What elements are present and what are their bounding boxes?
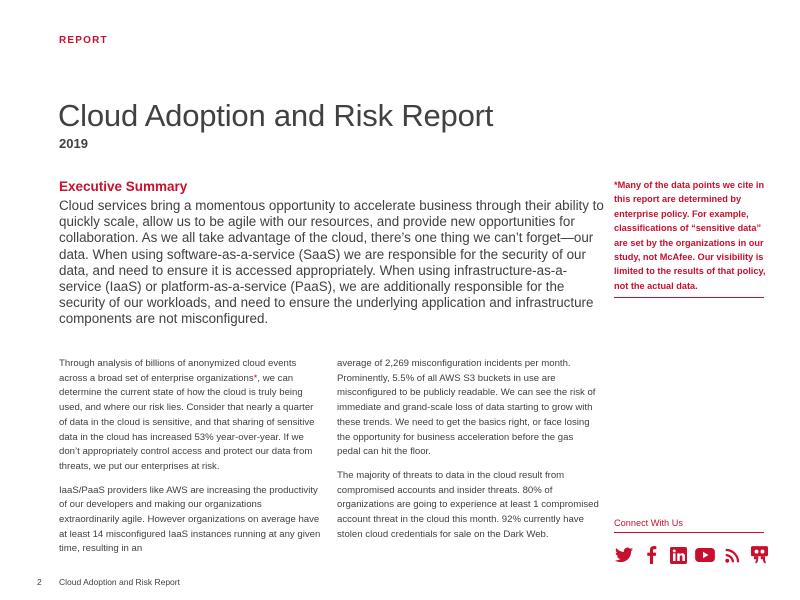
facebook-icon[interactable] — [641, 545, 661, 565]
rss-icon[interactable] — [722, 545, 742, 565]
body-column-2 — [337, 357, 599, 551]
lead-paragraph: Cloud services bring a momentous opportunity to accelerate business through their ability to quickly scale, allow us to be agile with our resources, and provide new opportunities for collaboration. As we all take advantage of the cloud, there’s one thing we can’t forget—our data. When using software-as-a-service (SaaS) we are responsible for the security of our data, and need to ensure it is accessed appropriately. When using infrastructure-as-a-service (IaaS) or platform-as-a-service (PaaS), we are additionally responsible for the security of our workloads, and need to ensure the underlying application and infrastructure components are not misconfigured. — [59, 198, 604, 327]
connect-label: Connect With Us — [614, 518, 683, 528]
body-paragraph — [59, 357, 321, 475]
report-tag: REPORT — [59, 35, 108, 46]
page-title: Cloud Adoption and Risk Report — [58, 98, 494, 133]
sidebar-note: *Many of the data points we cite in this report are determined by enterprise policy. For example, classifications of “sensitive data” are set by the organizations in our study, not McAfee. Our visibility is limited to the results of that policy, not the actual data. — [614, 180, 766, 291]
section-heading: Executive Summary — [59, 179, 188, 194]
social-links — [614, 545, 769, 565]
twitter-icon[interactable] — [614, 545, 634, 565]
note-divider — [614, 297, 764, 298]
body-column-1 — [59, 357, 321, 566]
body-paragraph: The majority of threats to data in the cloud result from compromised accounts and insider threats. 80% of organizations are going to experience at least 1 compromised account threat in the cloud this month. 92% currently have stolen cloud credentials for sale on the Dark Web. — [337, 469, 599, 540]
body-paragraph: average of 2,269 misconfiguration incidents per month. Prominently, 5.5% of all AWS S3 buckets in use are misconfigured to be publicly readable. We can see the risk of immediate and grand-scale loss of data starting to grow with these trends. We need to get the basics right, or face losing the opportunity for business acceleration before the gas pedal can hit the floor. — [337, 358, 596, 458]
body-paragraph: IaaS/PaaS providers like AWS are increasing the productivity of our developers and making our organizations extraordinarily agile. However organizations on average have at least 14 misconfigured IaaS instances running at any given time, resulting in an — [59, 484, 321, 555]
linkedin-icon[interactable] — [668, 545, 688, 565]
paragraph-text: Through analysis of billions of anonymized cloud events across a broad set of enterprise organizations — [59, 358, 297, 384]
report-year: 2019 — [59, 136, 88, 151]
slideshare-icon[interactable] — [749, 545, 769, 565]
footnote-asterisk: * — [253, 372, 258, 384]
paragraph-text: , we can determine the current state of how the cloud is truly being used, and where our risk lies. Consider that nearly a quarter of data in the cloud is sensitive, and that sharing of sensitive data in the cloud has increased 53% year-over-year. If we don’t appropriately control access and protect our data from threats, we put our enterprises at risk. — [59, 372, 315, 472]
page-number: 2 — [37, 577, 42, 587]
youtube-icon[interactable] — [695, 545, 715, 565]
connect-divider — [614, 532, 764, 533]
footer-title: Cloud Adoption and Risk Report — [59, 577, 180, 587]
